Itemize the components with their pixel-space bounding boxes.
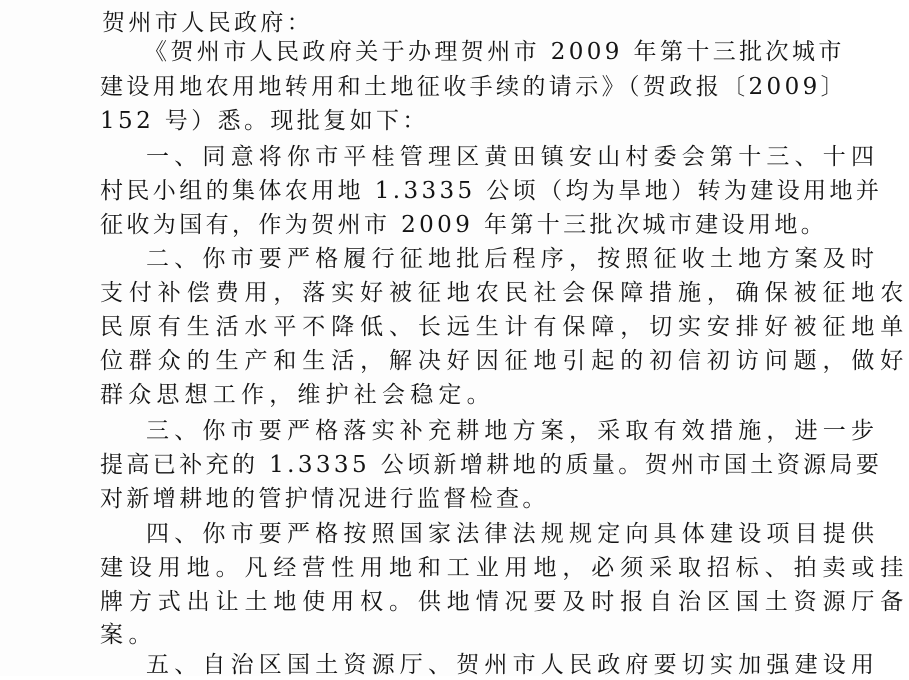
text-line: 位群众的生产和生活，解决好因征地引起的初信初访问题，做好 — [100, 348, 909, 374]
text-line: 提高已补充的 1.3335 公顷新增耕地的质量。贺州市国土资源局要 — [100, 452, 883, 478]
text-line: 五、自治区国土资源厅、贺州市人民政府要切实加强建设用 — [146, 652, 880, 678]
text-line: 建设用地。凡经营性用地和工业用地，必须采取招标、拍卖或挂 — [100, 555, 909, 581]
text-line: 二、你市要严格履行征地批后程序，按照征收土地方案及时 — [146, 246, 880, 272]
text-line: 群众思想工作，维护社会稳定。 — [100, 382, 495, 408]
text-line: 民原有生活水平不降低、长远生计有保障，切实安排好被征地单 — [100, 314, 909, 340]
text-line: 三、你市要严格落实补充耕地方案，采取有效措施，进一步 — [146, 418, 880, 444]
text-line: 152 号）悉。现批复如下： — [100, 108, 429, 134]
text-line: 支付补偿费用，落实好被征地农民社会保障措施，确保被征地农 — [100, 280, 909, 306]
text-line: 村民小组的集体农用地 1.3335 公顷（均为旱地）转为建设用地并 — [100, 178, 883, 204]
text-line: 一、同意将你市平桂管理区黄田镇安山村委会第十三、十四 — [146, 144, 880, 170]
text-line: 对新增耕地的管护情况进行监督检查。 — [100, 486, 549, 512]
text-line: 《贺州市人民政府关于办理贺州市 2009 年第十三批次城市 — [144, 39, 845, 65]
salutation: 贺州市人民政府： — [102, 10, 314, 36]
text-line: 建设用地农用地转用和土地征收手续的请示》（贺政报〔2009〕 — [100, 74, 848, 100]
text-line: 征收为国有，作为贺州市 2009 年第十三批次城市建设用地。 — [100, 212, 828, 238]
text-line: 牌方式出让土地使用权。供地情况要及时报自治区国土资源厅备 — [100, 589, 909, 615]
text-line: 四、你市要严格按照国家法律法规规定向具体建设项目提供 — [146, 521, 880, 547]
text-line: 案。 — [100, 622, 157, 648]
